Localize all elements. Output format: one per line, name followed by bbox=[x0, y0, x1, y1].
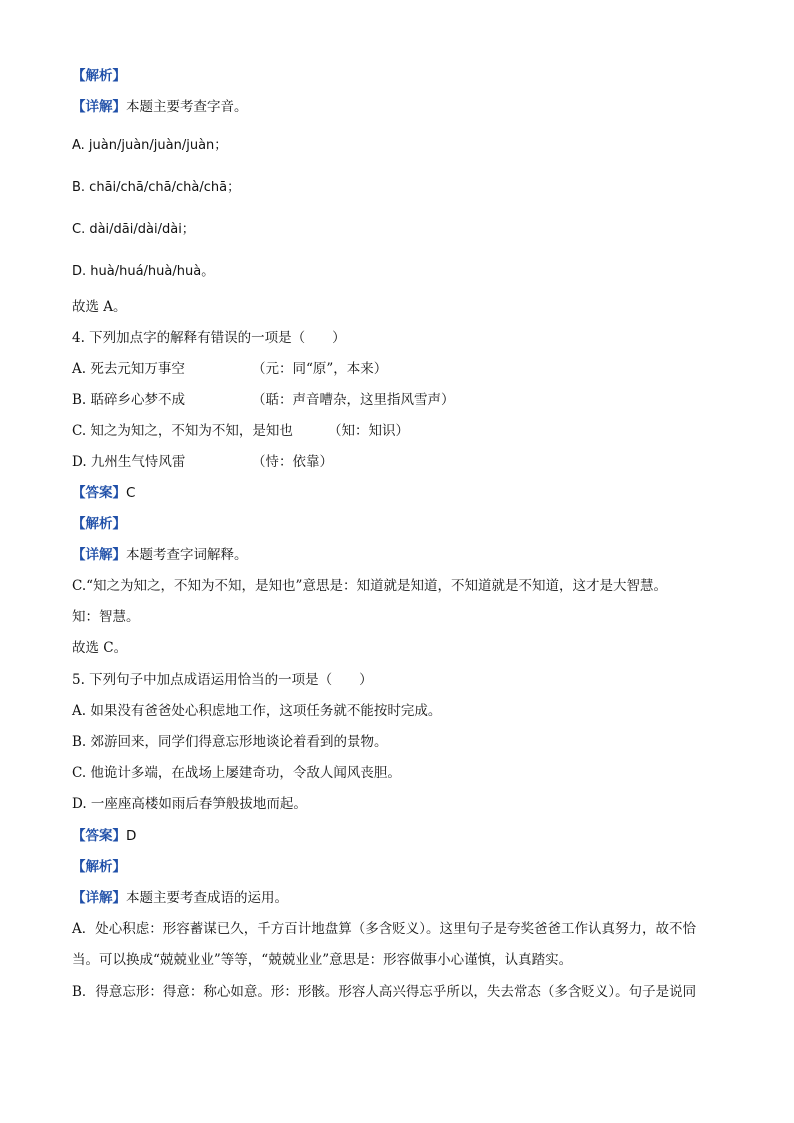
q4-option-c-note: （知：知识） bbox=[328, 423, 409, 439]
q4-option-d-note: （恃：依靠） bbox=[252, 454, 333, 470]
q4-option-a-text: A. 死去元知万事空 bbox=[72, 361, 185, 377]
detail-text: 本题主要考查字音。 bbox=[126, 99, 248, 115]
q4-option-d-text: D. 九州生气恃风雷 bbox=[72, 454, 186, 470]
analysis-heading bbox=[72, 67, 126, 85]
q4-option-c bbox=[72, 422, 409, 440]
pinyin-c: C. dài/dāi/dài/dài； bbox=[72, 222, 195, 237]
analysis-tag: 【解析】 bbox=[72, 516, 126, 532]
answer-5-value: D bbox=[126, 828, 137, 844]
explanation-b-line1: B．得意忘形：得意：称心如意。形：形骸。形容人高兴得忘乎所以，失去常态（多含贬义）。句子是说同 bbox=[72, 984, 697, 1000]
analysis-heading-5 bbox=[72, 858, 126, 876]
q4-option-b-note: （聒：声音嘈杂，这里指风雪声） bbox=[252, 392, 455, 408]
pinyin-d: D. huà/huá/huà/huà。 bbox=[72, 264, 215, 279]
answer-tag: 【答案】 bbox=[72, 485, 126, 501]
explanation-a-line1: A．处心积虑：形容蓄谋已久，千方百计地盘算（多含贬义）。这里句子是夸奖爸爸工作认真努力，故不恰 bbox=[72, 921, 696, 937]
answer-4 bbox=[72, 484, 135, 502]
selection-c: 故选 C。 bbox=[72, 640, 128, 656]
answer-tag: 【答案】 bbox=[72, 828, 126, 844]
q4-option-d bbox=[72, 453, 333, 471]
q4-option-b-text: B. 聒碎乡心梦不成 bbox=[72, 392, 186, 408]
q5-option-c: C. 他诡计多端，在战场上屡建奇功，令敌人闻风丧胆。 bbox=[72, 765, 401, 781]
pinyin-b: B. chāi/chā/chā/chà/chā； bbox=[72, 180, 241, 195]
detail-line-5 bbox=[72, 889, 288, 907]
detail-tag: 【详解】 bbox=[72, 890, 126, 906]
q4-option-b bbox=[72, 391, 455, 409]
pinyin-a: A. juàn/juàn/juàn/juàn； bbox=[72, 138, 228, 153]
q4-option-c-text: C. 知之为知之，不知为不知，是知也 bbox=[72, 423, 293, 439]
q5-option-b: B. 郊游回来，同学们得意忘形地谈论着看到的景物。 bbox=[72, 734, 388, 750]
detail-text: 本题考查字词解释。 bbox=[126, 547, 248, 563]
analysis-heading-4 bbox=[72, 515, 126, 533]
detail-line-4 bbox=[72, 546, 248, 564]
detail-tag: 【详解】 bbox=[72, 99, 126, 115]
explanation-c: C.“知之为知之，不知为不知，是知也”意思是：知道就是知道，不知道就是不知道，这才是大智慧。 bbox=[72, 578, 667, 594]
q5-option-d: D. 一座座高楼如雨后春笋般拔地而起。 bbox=[72, 796, 307, 812]
question-5: 5. 下列句子中加点成语运用恰当的一项是（ ） bbox=[72, 672, 373, 688]
analysis-tag: 【解析】 bbox=[72, 68, 126, 84]
explanation-a-line2: 当。可以换成“兢兢业业”等等，“兢兢业业”意思是：形容做事小心谨慎，认真踏实。 bbox=[72, 952, 573, 968]
selection-a: 故选 A。 bbox=[72, 299, 127, 315]
analysis-tag: 【解析】 bbox=[72, 859, 126, 875]
explanation-zhi: 知：智慧。 bbox=[72, 609, 140, 625]
detail-line bbox=[72, 98, 248, 116]
q4-option-a bbox=[72, 360, 387, 378]
q4-option-a-note: （元：同“原”，本来） bbox=[252, 361, 388, 377]
q5-option-a: A. 如果没有爸爸处心积虑地工作，这项任务就不能按时完成。 bbox=[72, 703, 442, 719]
answer-5 bbox=[72, 827, 136, 845]
detail-text: 本题主要考查成语的运用。 bbox=[126, 890, 288, 906]
question-4: 4. 下列加点字的解释有错误的一项是（ ） bbox=[72, 330, 346, 346]
detail-tag: 【详解】 bbox=[72, 547, 126, 563]
answer-4-value: C bbox=[126, 485, 136, 501]
